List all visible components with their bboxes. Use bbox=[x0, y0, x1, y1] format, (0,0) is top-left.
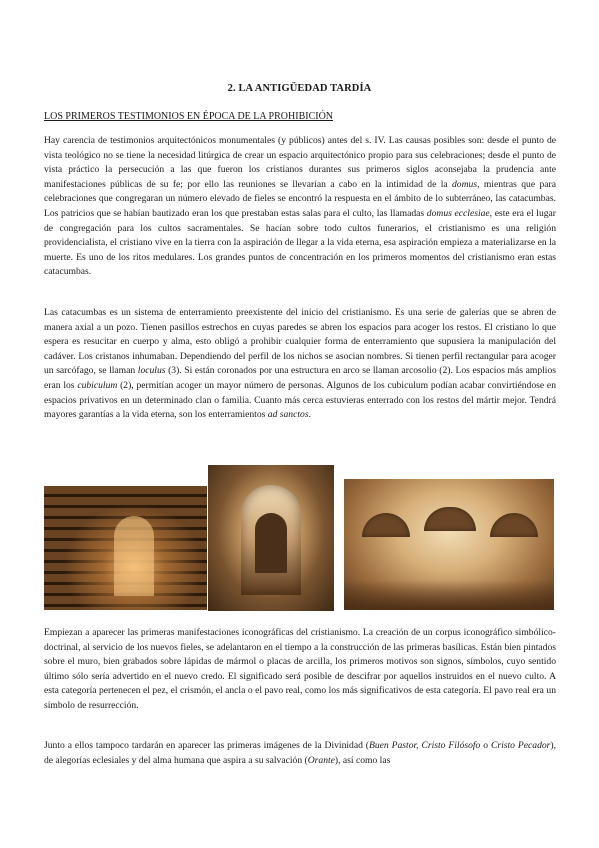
p4-run-1: Buen Pastor, Cristo Filósofo bbox=[369, 740, 481, 751]
paragraph-4 bbox=[44, 739, 556, 768]
p1-run-3: domus ecclesiae bbox=[426, 207, 490, 219]
cubiculum-photo bbox=[344, 479, 554, 610]
page-title: 2. LA ANTIGÜEDAD TARDÍA bbox=[227, 83, 372, 94]
p1-run-4: , este era el lugar de congregación para los cultos sacramentales. Se hacían sobre todo cultos funerarios, el cristianismo es una religión providencialista, el cristiano vive en la tierra con la aspiración de llegar a la vida eterna, esa aspiración empieza a materializarse en la muerte. Es uno de los ritos medulares. Los grandes puntos de concentración en los primeros momentos del cristianismo eran estas catacumbas. bbox=[44, 207, 556, 278]
p1-run-2: , mientras que para celebraciones que congregaran un número elevado de fieles se encontró la respuesta en el ámbito de lo subterráneo, las catacumbas. Los patricios que se habían bautizado eran los que prestaban estas salas para el culto, las llamadas bbox=[44, 178, 556, 219]
arcosolium-photo bbox=[208, 465, 334, 611]
p2-run-3: cubiculum bbox=[77, 379, 118, 391]
p2-run-2: (3). Si están coronados por una estructura en arco se llaman arcosolio (2). Los espacios más amplios eran los bbox=[44, 365, 556, 391]
p4-run-6: ), así como las bbox=[334, 754, 391, 766]
p2-run-6: . bbox=[308, 409, 311, 421]
p1-run-1: domus bbox=[452, 178, 478, 190]
p4-run-0: Junto a ellos tampoco tardarán en aparecer las primeras imágenes de la Divinidad ( bbox=[44, 740, 370, 751]
p4-run-3: Cristo Pecador bbox=[490, 740, 551, 751]
p4-run-4: ), de alegorías eclesiales y del alma humana que aspira a su salvación ( bbox=[44, 740, 556, 766]
p2-run-1: loculus bbox=[137, 365, 166, 377]
p1-run-0: Hay carencia de testimonios arquitectónicos monumentales (y públicos) antes del s. IV. Las causas posibles son: desde el punto de vista teológico no se tiene la necesidad litúrgica de crear un espacio arquitectónico propio para sus celebraciones; desde el punto de vista práctico la persecución a las que fueron los cristianos durantes sus primeros siglos aconsejaba la prudencia ante manifestaciones públicas de su fe; por ello las reuniones se llevarían a cabo en la intimidad de la bbox=[44, 135, 556, 190]
catacomb-gallery-photo bbox=[44, 486, 207, 610]
paragraph-2 bbox=[44, 306, 556, 423]
paragraph-3 bbox=[44, 626, 556, 714]
p4-run-2: o bbox=[480, 740, 491, 751]
p3-run-0: Empiezan a aparecer las primeras manifestaciones iconográficas del cristianismo. La creación de un corpus iconográfico simbólico-doctrinal, al servicio de los nuevos fieles, se adelantaron en el tiempo a la construcción de las primeras basílicas. Están bien pintados sobre el muro, bien grabados sobre lápidas de mármol o placas de arcilla, los primeros motivos son signos, símbolos, cuyo sentido último sólo sería advertido en el nuevo credo. El significado será posible de descifrar por aquellos instruidos en el nuevo culto. A esta categoría pertenecen el pez, el crismón, el ancla o el pavo real, como los más significativos de esta categoría. El pavo real era un símbolo de resurrección. bbox=[44, 627, 556, 711]
p2-run-5: ad sanctos bbox=[267, 409, 309, 421]
paragraph-1 bbox=[44, 134, 556, 280]
p2-run-0: Las catacumbas es un sistema de enterramiento preexistente del inicio del cristianismo. Es una serie de galerías que se abren de manera axial a un pozo. Tienen pasillos estrechos en cuyas paredes se abren los espacios para acoger los restos. El cristiano lo que espera es resucitar en cuerpo y alma, esto obligó a prohibir cualquier forma de enterramiento que supusiera la manipulación del cadáver. Los cristanos inhumaban. Dependiendo del perfil de los nichos se asocian nombres. Si tienen perfil rectangular para acoger un sarcófago, se llaman bbox=[44, 307, 556, 377]
p2-run-4: (2), permitían acoger un mayor número de personas. Algunos de los cubiculum podían acabar convirtiéndose en espacios privativos en un determinado clan o familia. Cuanto más cerca estuvieras enterrado con los restos del mártir mejor. Tendrá mayores garantías a la vida eterna, son los enterramientos bbox=[44, 379, 556, 421]
section-subtitle: LOS PRIMEROS TESTIMONIOS EN ÉPOCA DE LA PROHIBICIÓN bbox=[44, 111, 334, 122]
p4-run-5: Orante bbox=[307, 754, 335, 766]
